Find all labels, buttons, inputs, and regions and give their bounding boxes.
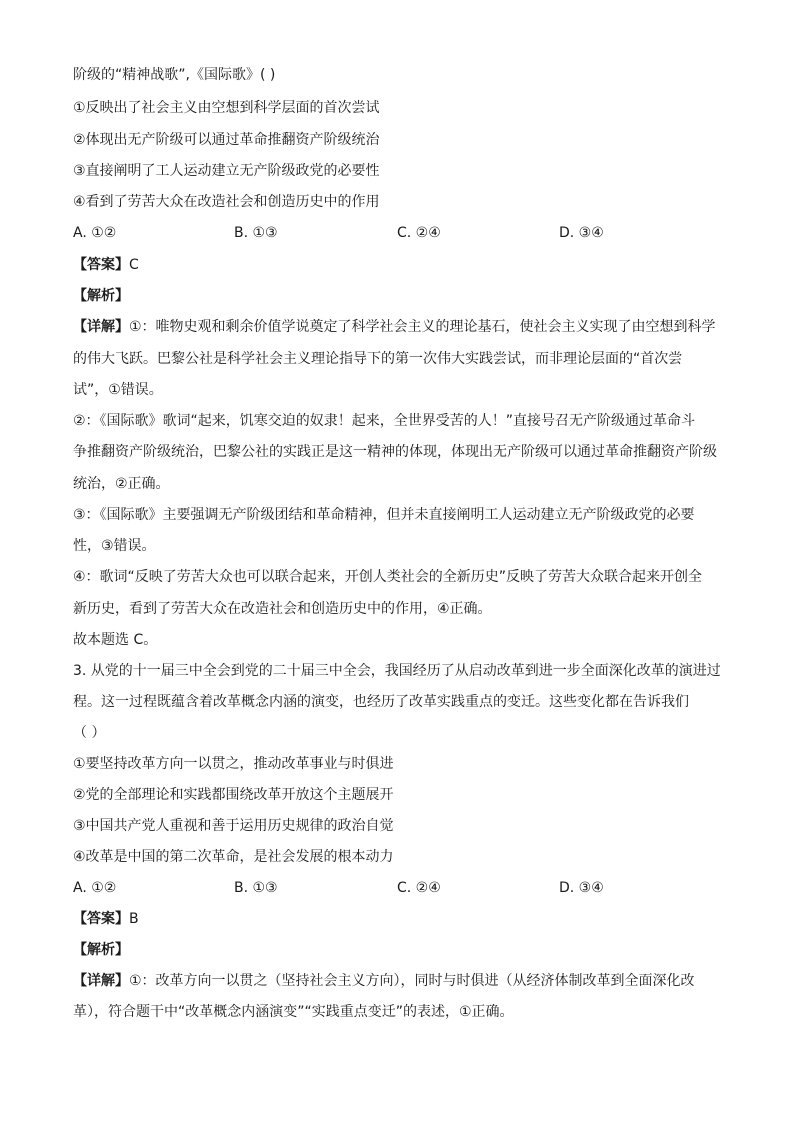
detail-label: 【详解】 xyxy=(73,973,129,989)
q2-stem-tail: 阶级的“精神战歌”,《国际歌》( ) xyxy=(73,67,276,83)
q2-option-d: D. ③④ xyxy=(559,225,604,241)
q3-analysis-label: 【解析】 xyxy=(73,942,129,958)
q2-detail-4b: 新历史，看到了劳苦大众在改造社会和创造历史中的作用，④正确。 xyxy=(73,601,492,617)
answer-label: 【答案】 xyxy=(73,257,129,273)
q2-analysis-label: 【解析】 xyxy=(73,288,129,304)
q3-options xyxy=(73,878,733,898)
q3-option-a: A. ①② xyxy=(73,880,117,896)
q2-detail-3a: ③：《国际歌》主要强调无产阶级团结和革命精神，但并未直接阐明工人运动建立无产阶级政党的必要 xyxy=(73,507,695,523)
q2-option-b: B. ①③ xyxy=(234,225,278,241)
q2-detail-1a xyxy=(73,317,716,337)
q2-statement-3: ③直接阐明了工人运动建立无产阶级政党的必要性 xyxy=(73,163,380,179)
q3-detail-1a xyxy=(73,971,695,991)
q3-stem-3: （ ） xyxy=(73,725,106,741)
q3-statement-3: ③中国共产党人重视和善于运用历史规律的政治自觉 xyxy=(73,818,394,834)
detail-text: ①：改革方向一以贯之（坚持社会主义方向），同时与时俱进（从经济体制改革到全面深化改 xyxy=(129,973,695,989)
q2-statement-1: ①反映出了社会主义由空想到科学层面的首次尝试 xyxy=(73,100,380,116)
q2-options xyxy=(73,223,733,243)
q2-option-c: C. ②④ xyxy=(397,225,441,241)
answer-value: C xyxy=(129,257,139,273)
q2-detail-4a: ④：歌词“反映了劳苦大众也可以联合起来，开创人类社会的全新历史”反映了劳苦大众联合起来开创全 xyxy=(73,569,703,585)
q2-detail-3b: 性，③错误。 xyxy=(73,538,156,554)
q2-statement-2: ②体现出无产阶级可以通过革命推翻资产阶级统治 xyxy=(73,132,380,148)
q2-conclusion: 故本题选 C。 xyxy=(73,632,158,648)
q3-statement-4: ④改革是中国的第二次革命，是社会发展的根本动力 xyxy=(73,849,394,865)
q3-option-b: B. ①③ xyxy=(234,880,278,896)
q3-option-d: D. ③④ xyxy=(559,880,604,896)
answer-value: B xyxy=(129,911,139,927)
q3-detail-1b: 革），符合题干中“改革概念内涵演变”“实践重点变迁”的表述，①正确。 xyxy=(73,1004,514,1020)
q2-statement-4: ④看到了劳苦大众在改造社会和创造历史中的作用 xyxy=(73,194,380,210)
detail-text: ①：唯物史观和剩余价值学说奠定了科学社会主义的理论基石，使社会主义实现了由空想到科学 xyxy=(129,319,716,335)
q2-answer xyxy=(73,255,139,275)
q2-detail-2c: 统治，②正确。 xyxy=(73,476,170,492)
q3-statement-1: ①要坚持改革方向一以贯之，推动改革事业与时俱进 xyxy=(73,756,394,772)
detail-label: 【详解】 xyxy=(73,319,129,335)
q2-detail-1b: 的伟大飞跃。巴黎公社是科学社会主义理论指导下的第一次伟大实践尝试，而非理论层面的“首次尝 xyxy=(73,351,683,367)
q3-option-c: C. ②④ xyxy=(397,880,441,896)
q3-stem-1: 3. 从党的十一届三中全会到党的二十届三中全会，我国经历了从启动改革到进一步全面深化改革的演进过 xyxy=(73,663,721,679)
q3-answer xyxy=(73,909,139,929)
q2-option-a: A. ①② xyxy=(73,225,117,241)
q2-detail-2a: ②：《国际歌》歌词“起来，饥寒交迫的奴隶！起来，全世界受苦的人！”直接号召无产阶级通过革命斗 xyxy=(73,413,696,429)
q3-stem-2: 程。这一过程既蕴含着改革概念内涵的演变，也经历了改革实践重点的变迁。这些变化都在告诉我们 xyxy=(73,694,689,710)
answer-label: 【答案】 xyxy=(73,911,129,927)
q3-statement-2: ②党的全部理论和实践都围绕改革开放这个主题展开 xyxy=(73,787,394,803)
q2-detail-2b: 争推翻资产阶级统治，巴黎公社的实践正是这一精神的体现，体现出无产阶级可以通过革命推翻资产阶级 xyxy=(73,444,717,460)
q2-detail-1c: 试”，①错误。 xyxy=(73,382,163,398)
